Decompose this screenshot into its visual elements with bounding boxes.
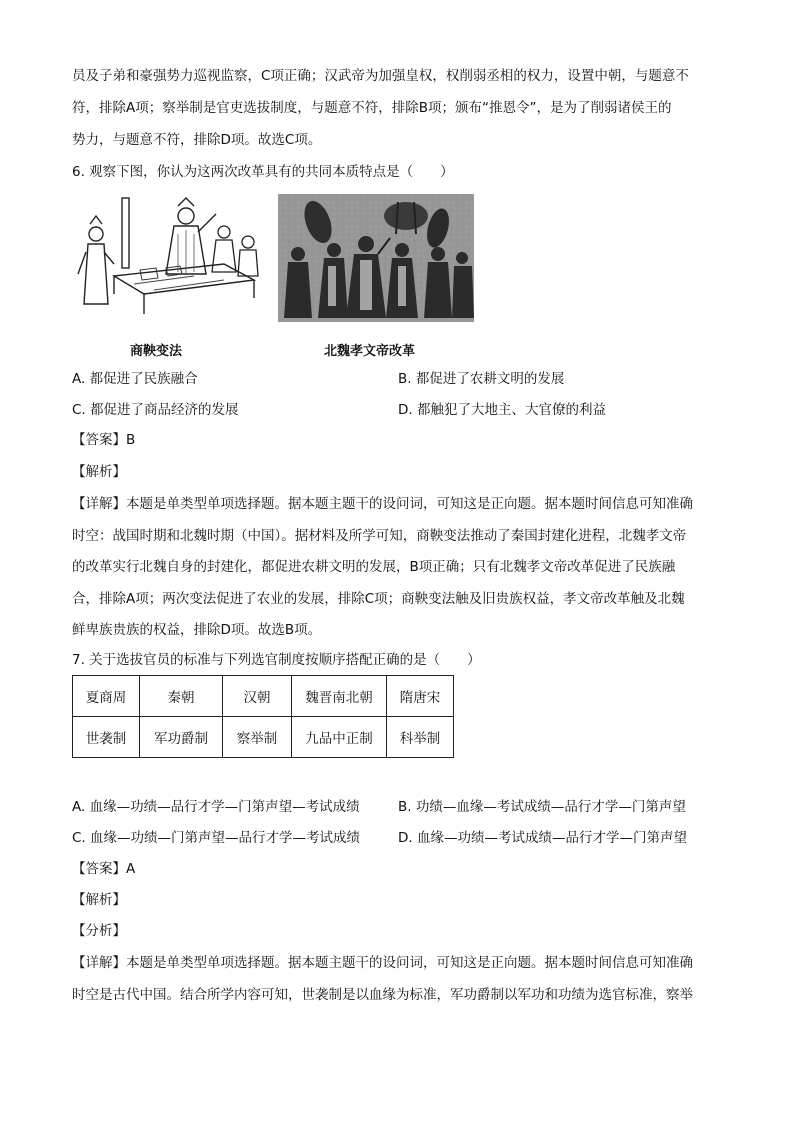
table-cell: 世袭制 xyxy=(73,717,140,758)
table-cell: 汉朝 xyxy=(223,676,292,717)
prev-explanation-line-2: 符，排除A项；察举制是官吏选拔制度，与题意不符，排除B项；颁布“推恩令”，是为了削弱诸侯王的 xyxy=(72,100,672,116)
table-cell: 隋唐宋 xyxy=(387,676,454,717)
table-cell: 科举制 xyxy=(387,717,454,758)
question-6-analysis-label: 【解析】 xyxy=(72,464,126,480)
table-cell: 军功爵制 xyxy=(140,717,223,758)
question-6-detail-line-2: 时空：战国时期和北魏时期（中国）。据材料及所学可知，商鞅变法推动了秦国封建化进程，北魏孝文帝 xyxy=(72,528,687,544)
question-7-detail-line-2: 时空是古代中国。结合所学内容可知，世袭制是以血缘为标准，军功爵制以军功和功绩为选官标准，察举 xyxy=(72,987,693,1003)
question-6-detail-line-5: 鲜卑族贵族的权益，排除D项。故选B项。 xyxy=(72,622,322,638)
table-row xyxy=(73,676,454,717)
figure-caption-xiaowen: 北魏孝文帝改革 xyxy=(324,344,416,359)
question-7-option-c[interactable]: C. 血缘—功绩—门第声望—品行才学—考试成绩 xyxy=(72,830,361,846)
xiaowen-reform-illustration xyxy=(278,194,474,322)
question-6-stem: 6. 观察下图，你认为这两次改革具有的共同本质特点是（ ） xyxy=(72,164,454,180)
question-6-option-b[interactable]: B. 都促进了农耕文明的发展 xyxy=(398,371,565,387)
shang-yang-drawing xyxy=(74,194,260,320)
question-7-fenxi-label: 【分析】 xyxy=(72,923,126,939)
shang-yang-illustration xyxy=(74,194,260,320)
table-cell: 魏晋南北朝 xyxy=(292,676,387,717)
question-6-answer: 【答案】B xyxy=(72,432,136,448)
question-6-detail-line-4: 合，排除A项；两次变法促进了农业的发展，排除C项；商鞅变法触及旧贵族权益，孝文帝改革触及北魏 xyxy=(72,591,685,607)
question-7-detail-line-1: 【详解】本题是单类型单项选择题。据本题主题干的设问词，可知这是正向题。据本题时间信息可知准确 xyxy=(72,955,693,971)
selection-system-table xyxy=(72,675,454,758)
question-7-option-d[interactable]: D. 血缘—功绩—考试成绩—品行才学—门第声望 xyxy=(398,830,687,846)
xiaowen-mural xyxy=(278,194,474,322)
table-cell: 秦朝 xyxy=(140,676,223,717)
question-7-stem: 7. 关于选拔官员的标准与下列选官制度按顺序搭配正确的是（ ） xyxy=(72,652,481,668)
question-6-detail-line-3: 的改革实行北魏自身的封建化，都促进农耕文明的发展，B项正确；只有北魏孝文帝改革促进了民族融 xyxy=(72,559,676,575)
question-6-option-d[interactable]: D. 都触犯了大地主、大官僚的利益 xyxy=(398,402,606,418)
question-7-answer: 【答案】A xyxy=(72,861,136,877)
question-6-detail-line-1: 【详解】本题是单类型单项选择题。据本题主题干的设问词，可知这是正向题。据本题时间信息可知准确 xyxy=(72,496,693,512)
question-6-option-c[interactable]: C. 都促进了商品经济的发展 xyxy=(72,402,239,418)
figure-caption-shang-yang: 商鞅变法 xyxy=(130,344,183,359)
question-6-option-a[interactable]: A. 都促进了民族融合 xyxy=(72,371,198,387)
question-7-option-a[interactable]: A. 血缘—功绩—品行才学—门第声望—考试成绩 xyxy=(72,799,360,815)
table-row xyxy=(73,717,454,758)
question-7-option-b[interactable]: B. 功绩—血缘—考试成绩—品行才学—门第声望 xyxy=(398,799,686,815)
prev-explanation-line-1: 员及子弟和豪强势力巡视监察，C项正确；汉武帝为加强皇权，权削弱丞相的权力，设置中朝，与题意不 xyxy=(72,68,689,84)
table-cell: 夏商周 xyxy=(73,676,140,717)
question-7-analysis-label: 【解析】 xyxy=(72,892,126,908)
prev-explanation-line-3: 势力，与题意不符，排除D项。故选C项。 xyxy=(72,132,322,148)
table-cell: 察举制 xyxy=(223,717,292,758)
table-cell: 九品中正制 xyxy=(292,717,387,758)
